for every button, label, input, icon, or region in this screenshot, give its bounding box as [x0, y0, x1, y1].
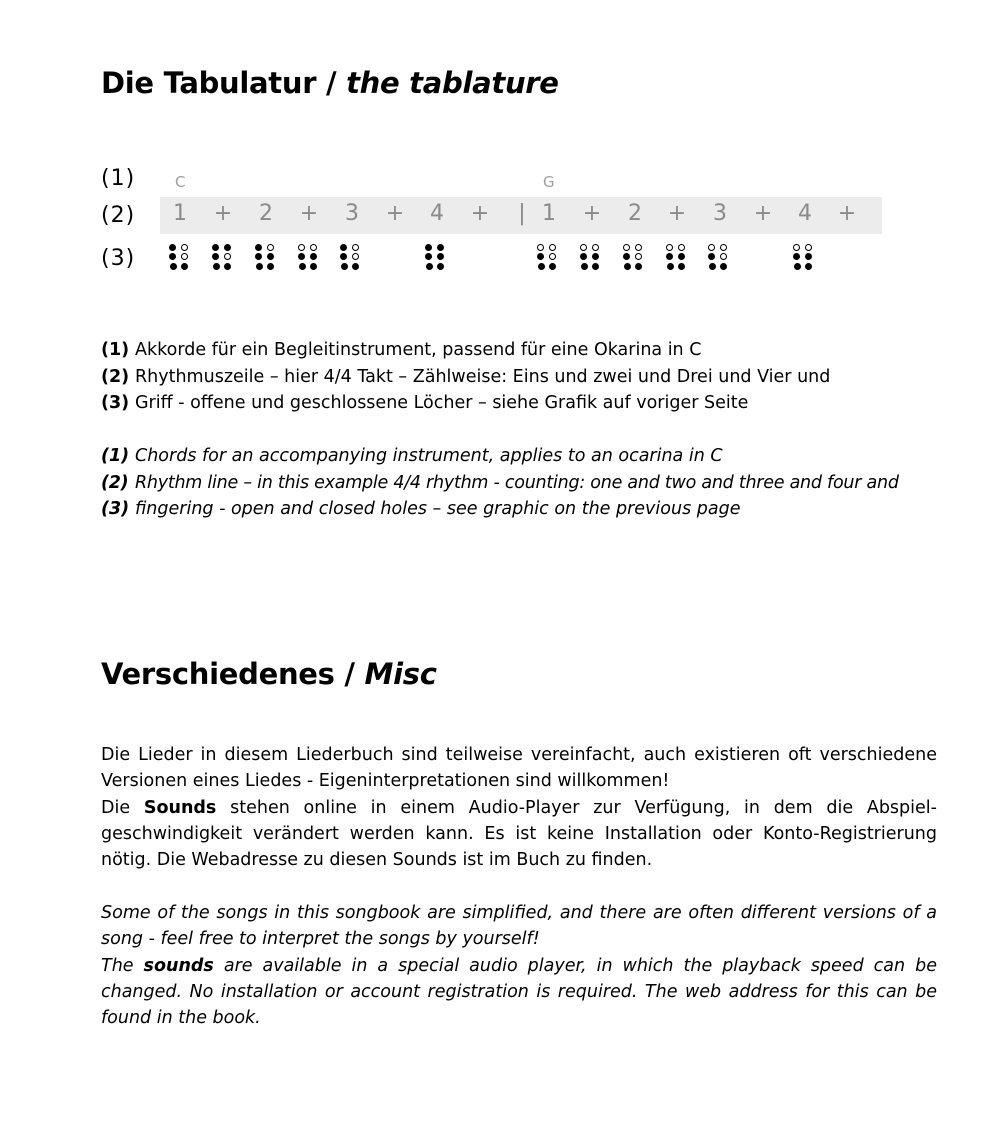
- legend-text: Griff - offene und geschlossene Löcher – siehe Grafik auf voriger Seite: [135, 393, 749, 413]
- closed-hole: [537, 253, 544, 260]
- bar-line: |: [518, 201, 526, 226]
- closed-hole: [298, 253, 305, 260]
- fingering-pattern: [537, 244, 561, 274]
- rhythm-beat: 1: [173, 201, 187, 226]
- misc-de-text-2: [101, 795, 937, 874]
- open-hole: [623, 244, 630, 251]
- misc-paragraph-german: [101, 742, 937, 873]
- open-hole: [720, 253, 727, 260]
- rhythm-beat: 1: [542, 201, 556, 226]
- closed-hole: [581, 263, 588, 270]
- open-hole: [805, 244, 812, 251]
- misc-en-text-1: Some of the songs in this songbook are simplified, and there are often different versions of a song - feel free to interpret the songs by yourself!: [101, 903, 937, 950]
- closed-hole: [255, 253, 262, 260]
- closed-hole: [352, 263, 359, 270]
- closed-hole: [426, 263, 433, 270]
- chord-label: C: [175, 173, 186, 191]
- open-hole: [793, 244, 800, 251]
- legend-number: (3): [101, 393, 130, 413]
- closed-hole: [437, 244, 444, 251]
- legend-text: fingering - open and closed holes – see graphic on the previous page: [135, 499, 741, 519]
- closed-hole: [425, 244, 432, 251]
- fingering-pattern: [212, 244, 236, 274]
- closed-hole: [623, 253, 630, 260]
- closed-hole: [666, 253, 673, 260]
- rhythm-beat: 4: [798, 201, 812, 226]
- rhythm-beat: 3: [713, 201, 727, 226]
- rhythm-beat: 3: [345, 201, 359, 226]
- closed-hole: [170, 263, 177, 270]
- open-hole: [181, 244, 188, 251]
- misc-title-en: Misc: [364, 657, 437, 691]
- closed-hole: [538, 263, 545, 270]
- closed-hole: [805, 263, 812, 270]
- misc-en-text-2: [101, 953, 937, 1032]
- legend-line: [101, 364, 830, 391]
- closed-hole: [310, 263, 317, 270]
- legend-text: Rhythmuszeile – hier 4/4 Takt – Zählweise: Eins und zwei und Drei und Vier und: [135, 366, 831, 387]
- fingering-pattern: [666, 244, 690, 274]
- closed-hole: [580, 253, 587, 260]
- legend-text: Akkorde für ein Begleitinstrument, passend für eine Okarina in C: [135, 340, 702, 360]
- fingering-pattern: [298, 244, 322, 274]
- row-label-rhythm: (2): [101, 203, 136, 228]
- text-run: are available in a special audio player, in which the playback speed can be changed. No installation or account registration is required. The web address for this can be found in the book.: [101, 955, 937, 1029]
- closed-hole: [794, 263, 801, 270]
- open-hole: [267, 244, 274, 251]
- row-label-chords: (1): [101, 166, 136, 191]
- legend-text: Chords for an accompanying instrument, applies to an ocarina in C: [135, 446, 723, 466]
- fingering-pattern: [623, 244, 647, 274]
- misc-title-de: Verschiedenes /: [101, 657, 355, 691]
- open-hole: [310, 244, 317, 251]
- chord-label: G: [543, 173, 555, 191]
- closed-hole: [213, 263, 220, 270]
- closed-hole: [667, 263, 674, 270]
- closed-hole: [549, 263, 556, 270]
- row-label-fingering: (3): [101, 246, 136, 271]
- text-run: stehen online in einem Audio-Player zur Verfügung, in dem die Abspiel-geschwindigkeit verändert werden kann. Es ist keine Installation oder Konto-Registrierung nötig. Die Webadresse zu diesen Sounds ist im Buch zu finden.: [101, 797, 937, 871]
- fingering-pattern: [340, 244, 364, 274]
- closed-hole: [793, 253, 800, 260]
- rhythm-beat: +: [667, 201, 687, 226]
- closed-hole: [437, 263, 444, 270]
- misc-paragraph-english: [101, 900, 937, 1031]
- tablature-title-en: the tablature: [346, 66, 559, 100]
- closed-hole: [169, 253, 176, 260]
- legend-number: (2): [101, 472, 129, 493]
- closed-hole: [340, 253, 347, 260]
- rhythm-beat: 4: [430, 201, 444, 226]
- rhythm-beat: +: [385, 201, 405, 226]
- rhythm-beat: 2: [259, 201, 273, 226]
- legend-line: [101, 496, 899, 523]
- closed-hole: [635, 263, 642, 270]
- open-hole: [635, 253, 642, 260]
- open-hole: [537, 244, 544, 251]
- legend-line: [101, 390, 830, 417]
- closed-hole: [212, 244, 219, 251]
- closed-hole: [709, 263, 716, 270]
- closed-hole: [299, 263, 306, 270]
- legend-number: (2): [101, 366, 130, 387]
- text-run: Die: [101, 797, 131, 818]
- misc-de-text-1: Die Lieder in diesem Liederbuch sind teilweise vereinfacht, auch existieren oft verschiedene Versionen eines Liedes - Eigeninterpretationen sind willkommen!: [101, 745, 937, 792]
- rhythm-beat: +: [213, 201, 233, 226]
- legend-line: [101, 443, 899, 470]
- open-hole: [352, 253, 359, 260]
- open-hole: [181, 253, 188, 260]
- sounds-bold: Sounds: [143, 797, 217, 818]
- fingering-pattern: [425, 244, 449, 274]
- text-run: The: [101, 955, 134, 976]
- closed-hole: [212, 253, 219, 260]
- fingering-pattern: [580, 244, 604, 274]
- open-hole: [708, 244, 715, 251]
- open-hole: [224, 253, 231, 260]
- open-hole: [666, 244, 673, 251]
- legend-english: [101, 443, 899, 523]
- closed-hole: [267, 253, 274, 260]
- closed-hole: [224, 263, 231, 270]
- open-hole: [635, 244, 642, 251]
- legend-number: (3): [101, 499, 130, 519]
- closed-hole: [678, 253, 685, 260]
- rhythm-beat: +: [470, 201, 490, 226]
- legend-line: [101, 470, 899, 497]
- legend-number: (1): [101, 340, 130, 360]
- closed-hole: [181, 263, 188, 270]
- closed-hole: [592, 253, 599, 260]
- open-hole: [592, 244, 599, 251]
- open-hole: [720, 244, 727, 251]
- sounds-bold: sounds: [143, 955, 214, 976]
- closed-hole: [592, 263, 599, 270]
- closed-hole: [224, 244, 231, 251]
- rhythm-beat: +: [837, 201, 857, 226]
- closed-hole: [678, 263, 685, 270]
- rhythm-beat: +: [299, 201, 319, 226]
- closed-hole: [708, 253, 715, 260]
- closed-hole: [720, 263, 727, 270]
- open-hole: [678, 244, 685, 251]
- closed-hole: [624, 263, 631, 270]
- open-hole: [549, 244, 556, 251]
- closed-hole: [267, 263, 274, 270]
- legend-german: [101, 337, 830, 417]
- legend-line: [101, 337, 830, 364]
- misc-heading: [101, 657, 437, 691]
- closed-hole: [256, 263, 263, 270]
- closed-hole: [310, 253, 317, 260]
- closed-hole: [169, 244, 176, 251]
- closed-hole: [340, 244, 347, 251]
- open-hole: [352, 244, 359, 251]
- fingering-pattern: [793, 244, 817, 274]
- rhythm-beat: +: [582, 201, 602, 226]
- open-hole: [580, 244, 587, 251]
- fingering-pattern: [255, 244, 279, 274]
- tablature-heading: [101, 66, 559, 100]
- closed-hole: [341, 263, 348, 270]
- legend-number: (1): [101, 446, 130, 466]
- closed-hole: [425, 253, 432, 260]
- closed-hole: [437, 253, 444, 260]
- tablature-title-de: Die Tabulatur /: [101, 66, 337, 100]
- fingering-pattern: [708, 244, 732, 274]
- closed-hole: [255, 244, 262, 251]
- legend-text: Rhythm line – in this example 4/4 rhythm - counting: one and two and three and four and: [135, 472, 899, 493]
- open-hole: [549, 253, 556, 260]
- closed-hole: [805, 253, 812, 260]
- fingering-pattern: [169, 244, 193, 274]
- rhythm-beat: +: [753, 201, 773, 226]
- open-hole: [298, 244, 305, 251]
- rhythm-beat: 2: [628, 201, 642, 226]
